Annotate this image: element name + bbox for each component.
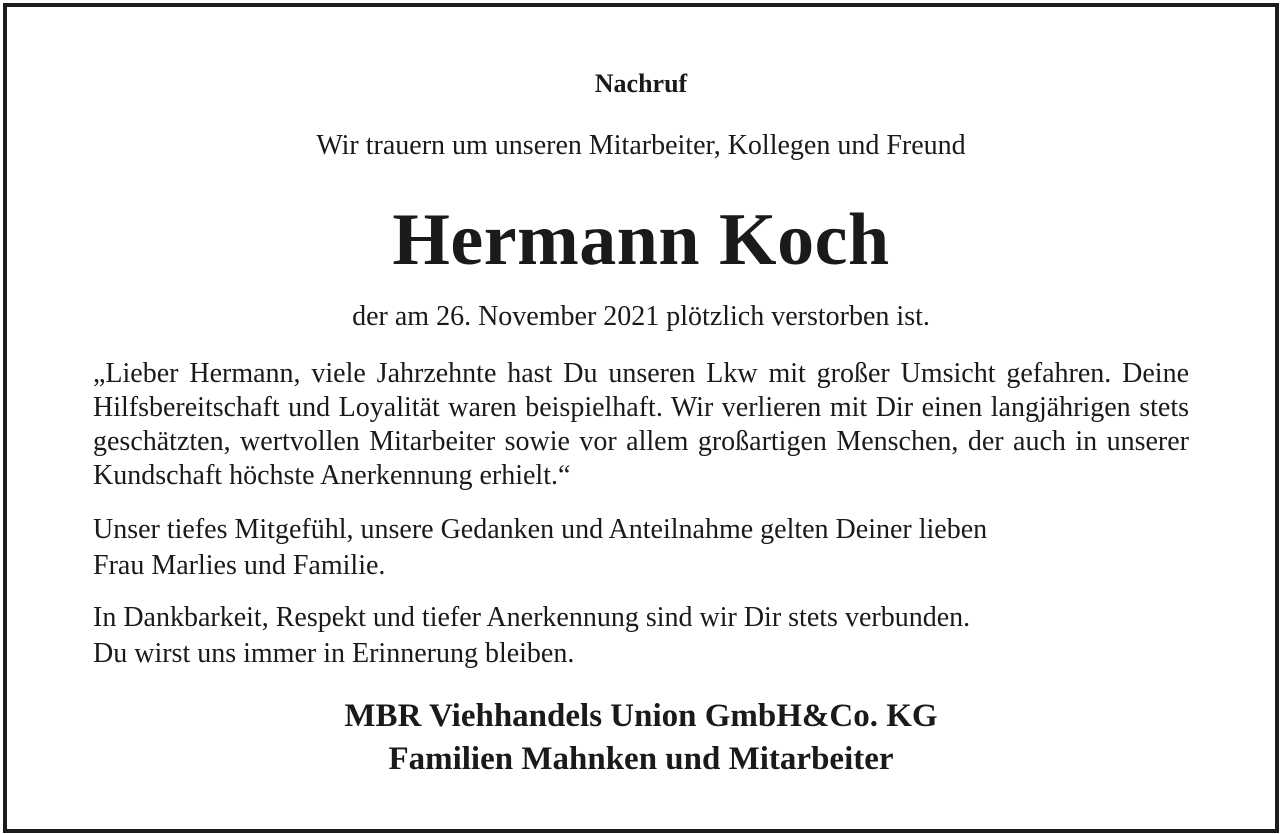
intro-line: Wir trauern um unseren Mitarbeiter, Kollegen und Freund [316, 130, 966, 161]
tribute-quote: „Lieber Hermann, viele Jahrzehnte hast Du unseren Lkw mit großer Umsicht gefahren. Deine Hilfsbereitschaft und Loyalität waren beispielhaft. Wir verlieren mit Dir einen langjährigen stets geschätzten, wertvollen Mitarbeiter sowie vor allem großartigen Menschen, der auch in unserer Kundschaft höchste Anerkennung erhielt.“ [93, 358, 1189, 491]
gratitude-paragraph [93, 600, 1189, 672]
notice-heading: Nachruf [594, 69, 688, 98]
condolence-paragraph [93, 512, 1189, 584]
signature-company: MBR Viehhandels Union GmbH&Co. KG [344, 698, 938, 734]
death-date-line: der am 26. November 2021 plötzlich verstorben ist. [352, 301, 930, 332]
gratitude-line: In Dankbarkeit, Respekt und tiefer Anerkennung sind wir Dir stets verbunden. [93, 602, 971, 633]
deceased-name: Hermann Koch [392, 199, 890, 281]
condolence-line: Frau Marlies und Familie. [93, 550, 386, 581]
obituary-notice [3, 3, 1279, 833]
condolence-line: Unser tiefes Mitgefühl, unsere Gedanken und Anteilnahme gelten Deiner lieben [93, 514, 988, 545]
signature-families: Familien Mahnken und Mitarbeiter [388, 741, 894, 777]
gratitude-line: Du wirst uns immer in Erinnerung bleiben. [93, 638, 575, 669]
